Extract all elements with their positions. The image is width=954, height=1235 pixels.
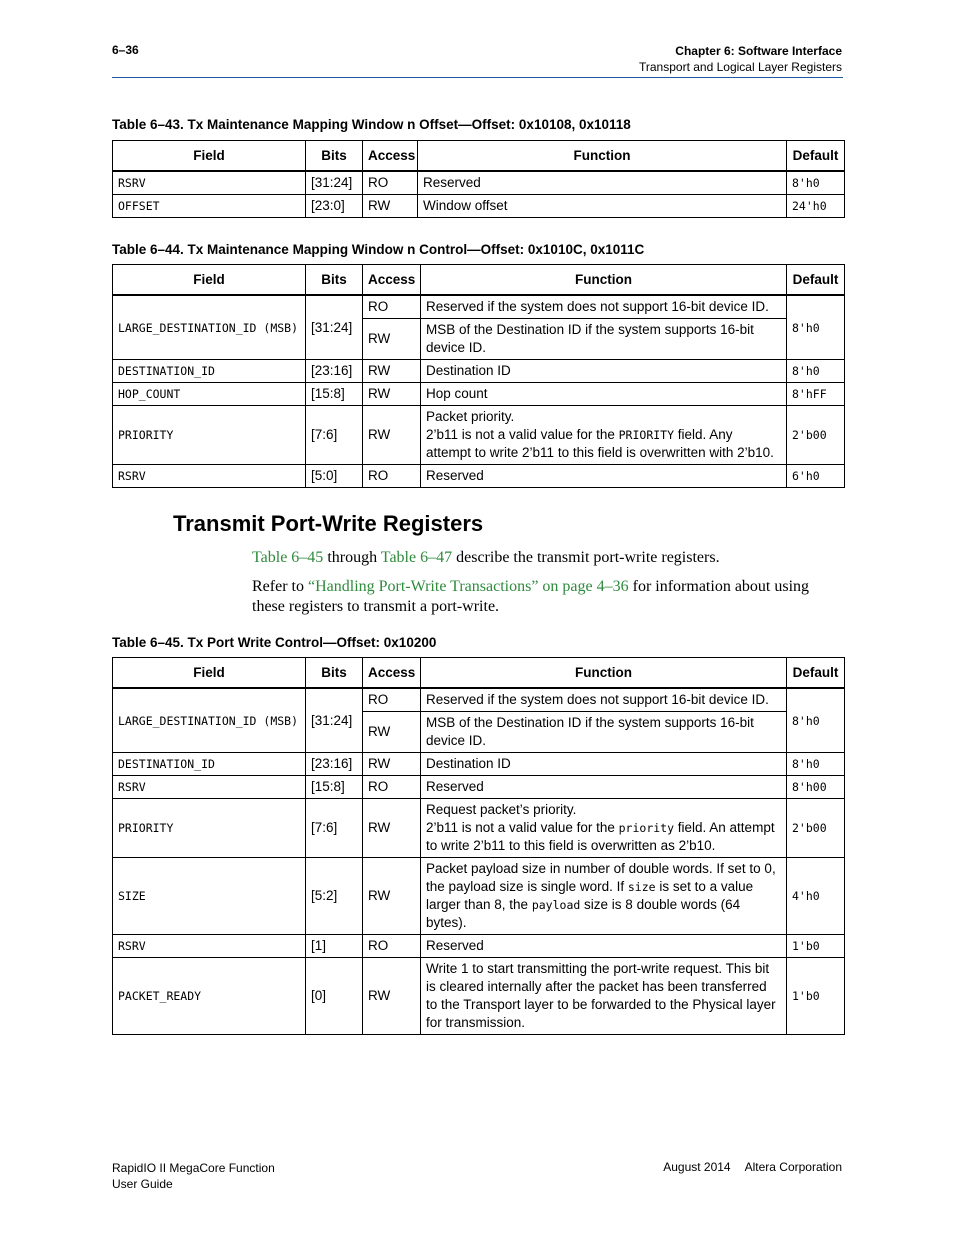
table-6-43 bbox=[112, 140, 845, 218]
col-function: Function bbox=[418, 141, 787, 172]
default-cell: 8'h0 bbox=[787, 688, 845, 753]
access-cell: RO bbox=[363, 465, 421, 488]
table-6-45-link[interactable]: Table 6–45 bbox=[252, 549, 324, 566]
field-cell: RSRV bbox=[113, 776, 306, 799]
table-row bbox=[113, 383, 845, 406]
function-cell: Reserved if the system does not support 16-bit device ID. bbox=[421, 688, 787, 712]
function-cell: Reserved bbox=[421, 776, 787, 799]
col-access: Access bbox=[363, 265, 421, 296]
table-6-44-caption: Table 6–44. Tx Maintenance Mapping Window n Control—Offset: 0x1010C, 0x1011C bbox=[112, 242, 645, 257]
handling-port-write-link[interactable]: “Handling Port-Write Transactions” on page 4–36 bbox=[307, 578, 629, 595]
function-cell bbox=[421, 858, 787, 935]
default-cell: 8'hFF bbox=[787, 383, 845, 406]
col-bits: Bits bbox=[306, 265, 363, 296]
col-function: Function bbox=[421, 658, 787, 689]
function-cell: Window offset bbox=[418, 195, 787, 218]
page-number: 6–36 bbox=[112, 43, 139, 57]
access-cell: RO bbox=[363, 295, 421, 319]
bits-cell: [23:16] bbox=[306, 360, 363, 383]
table-row bbox=[113, 688, 845, 712]
text-span: field. An attempt to write 2’b11 to this field is overwritten as 2’b10. bbox=[426, 820, 775, 853]
function-cell bbox=[421, 406, 787, 465]
field-cell: PRIORITY bbox=[113, 406, 306, 465]
col-access: Access bbox=[363, 141, 418, 172]
product-name: RapidIO II MegaCore Function bbox=[112, 1161, 275, 1175]
table-row bbox=[113, 776, 845, 799]
text-span: size is 8 double words (64 bytes). bbox=[426, 897, 741, 930]
footer-right bbox=[649, 1160, 842, 1174]
text-span: through bbox=[323, 549, 381, 566]
bits-cell: [23:16] bbox=[306, 753, 363, 776]
field-cell: RSRV bbox=[113, 171, 306, 195]
access-cell: RO bbox=[363, 171, 418, 195]
text-span: field. Any attempt to write 2’b11 to this field is overwritten with 2’b10. bbox=[426, 427, 774, 460]
col-field: Field bbox=[113, 141, 306, 172]
default-cell: 24'h0 bbox=[787, 195, 845, 218]
field-cell: PACKET_READY bbox=[113, 958, 306, 1035]
bits-cell: [15:8] bbox=[306, 383, 363, 406]
default-cell: 2'b00 bbox=[787, 799, 845, 858]
text-span: Refer to bbox=[252, 578, 308, 595]
publish-date: August 2014 bbox=[663, 1160, 731, 1174]
bits-cell: [7:6] bbox=[306, 406, 363, 465]
function-cell: Reserved if the system does not support 16-bit device ID. bbox=[421, 295, 787, 319]
code-span: PRIORITY bbox=[618, 428, 675, 442]
access-cell: RO bbox=[363, 776, 421, 799]
function-cell: MSB of the Destination ID if the system supports 16-bit device ID. bbox=[421, 712, 787, 753]
col-function: Function bbox=[421, 265, 787, 296]
field-cell: RSRV bbox=[113, 935, 306, 958]
default-cell: 8'h0 bbox=[787, 360, 845, 383]
col-field: Field bbox=[113, 658, 306, 689]
field-cell: PRIORITY bbox=[113, 799, 306, 858]
bits-cell: [5:0] bbox=[306, 465, 363, 488]
function-cell bbox=[421, 799, 787, 858]
code-span: payload bbox=[531, 898, 581, 912]
table-row bbox=[113, 799, 845, 858]
access-cell: RW bbox=[363, 799, 421, 858]
function-line: Request packet’s priority. bbox=[426, 802, 577, 817]
text-span: for information about using these registers to transmit a port-write. bbox=[252, 578, 810, 615]
col-default: Default bbox=[787, 265, 845, 296]
function-text bbox=[426, 819, 781, 855]
paragraph bbox=[252, 577, 822, 617]
function-cell: Reserved bbox=[418, 171, 787, 195]
access-cell: RW bbox=[363, 858, 421, 935]
table-row bbox=[113, 935, 845, 958]
access-cell: RW bbox=[363, 319, 421, 360]
default-cell: 8'h0 bbox=[787, 753, 845, 776]
footer-left bbox=[112, 1160, 275, 1192]
col-access: Access bbox=[363, 658, 421, 689]
bits-cell: [1] bbox=[306, 935, 363, 958]
function-line: Packet priority. bbox=[426, 409, 515, 424]
section-title: Transmit Port-Write Registers bbox=[173, 511, 484, 536]
running-header bbox=[639, 43, 842, 75]
function-cell: MSB of the Destination ID if the system supports 16-bit device ID. bbox=[421, 319, 787, 360]
table-header-row bbox=[113, 141, 845, 172]
section-name: Transport and Logical Layer Registers bbox=[639, 60, 842, 74]
col-default: Default bbox=[787, 658, 845, 689]
default-cell: 8'h0 bbox=[787, 295, 845, 360]
field-cell: SIZE bbox=[113, 858, 306, 935]
access-cell: RW bbox=[363, 383, 421, 406]
table-6-44 bbox=[112, 264, 845, 488]
function-cell: Write 1 to start transmitting the port-write request. This bit is cleared internally after the packet has been transferred to the Transport layer to be forwarded to the Physical layer for transmission. bbox=[421, 958, 787, 1035]
table-6-45-caption: Table 6–45. Tx Port Write Control—Offset: 0x10200 bbox=[112, 635, 437, 650]
table-row bbox=[113, 195, 845, 218]
default-cell: 4'h0 bbox=[787, 858, 845, 935]
function-cell: Destination ID bbox=[421, 753, 787, 776]
default-cell: 6'h0 bbox=[787, 465, 845, 488]
col-default: Default bbox=[787, 141, 845, 172]
text-span: Packet payload size in number of double words. If set to 0, the payload size is single word. If bbox=[426, 861, 776, 894]
bits-cell: [0] bbox=[306, 958, 363, 1035]
chapter-title: Chapter 6: Software Interface bbox=[675, 44, 842, 58]
table-6-47-link[interactable]: Table 6–47 bbox=[380, 549, 453, 566]
function-cell: Hop count bbox=[421, 383, 787, 406]
table-header-row bbox=[113, 658, 845, 689]
field-cell: OFFSET bbox=[113, 195, 306, 218]
text-span: 2’b11 is not a valid value for the bbox=[426, 820, 619, 835]
text-span: describe the transmit port-write registers. bbox=[452, 549, 720, 566]
access-cell: RW bbox=[363, 360, 421, 383]
table-row bbox=[113, 753, 845, 776]
table-row bbox=[113, 406, 845, 465]
bits-cell: [31:24] bbox=[306, 295, 363, 360]
bits-cell: [7:6] bbox=[306, 799, 363, 858]
field-cell: DESTINATION_ID bbox=[113, 753, 306, 776]
table-row bbox=[113, 171, 845, 195]
access-cell: RW bbox=[363, 406, 421, 465]
col-field: Field bbox=[113, 265, 306, 296]
text-span: is set to a value larger than 8, the bbox=[426, 879, 754, 912]
default-cell: 8'h0 bbox=[787, 171, 845, 195]
access-cell: RW bbox=[363, 195, 418, 218]
field-cell: DESTINATION_ID bbox=[113, 360, 306, 383]
header-rule bbox=[112, 77, 843, 78]
bits-cell: [23:0] bbox=[306, 195, 363, 218]
default-cell: 1'b0 bbox=[787, 935, 845, 958]
function-text bbox=[426, 426, 781, 462]
table-row bbox=[113, 465, 845, 488]
access-cell: RW bbox=[363, 712, 421, 753]
table-row bbox=[113, 360, 845, 383]
table-row bbox=[113, 958, 845, 1035]
col-bits: Bits bbox=[306, 658, 363, 689]
text-span: 2’b11 is not a valid value for the bbox=[426, 427, 619, 442]
bits-cell: [31:24] bbox=[306, 688, 363, 753]
function-cell: Reserved bbox=[421, 935, 787, 958]
field-cell: RSRV bbox=[113, 465, 306, 488]
field-cell: LARGE_DESTINATION_ID (MSB) bbox=[113, 295, 306, 360]
default-cell: 8'h00 bbox=[787, 776, 845, 799]
paragraph bbox=[252, 548, 822, 568]
access-cell: RW bbox=[363, 753, 421, 776]
guide-name: User Guide bbox=[112, 1177, 173, 1191]
code-span: priority bbox=[618, 821, 675, 835]
bits-cell: [15:8] bbox=[306, 776, 363, 799]
access-cell: RO bbox=[363, 688, 421, 712]
field-cell: LARGE_DESTINATION_ID (MSB) bbox=[113, 688, 306, 753]
col-bits: Bits bbox=[306, 141, 363, 172]
company-name: Altera Corporation bbox=[744, 1160, 842, 1174]
field-cell: HOP_COUNT bbox=[113, 383, 306, 406]
table-row bbox=[113, 858, 845, 935]
access-cell: RO bbox=[363, 935, 421, 958]
table-header-row bbox=[113, 265, 845, 296]
table-6-43-caption: Table 6–43. Tx Maintenance Mapping Window n Offset—Offset: 0x10108, 0x10118 bbox=[112, 117, 631, 132]
table-6-45 bbox=[112, 657, 845, 1035]
code-span: size bbox=[627, 880, 656, 894]
access-cell: RW bbox=[363, 958, 421, 1035]
default-cell: 1'b0 bbox=[787, 958, 845, 1035]
function-cell: Reserved bbox=[421, 465, 787, 488]
function-cell: Destination ID bbox=[421, 360, 787, 383]
default-cell: 2'b00 bbox=[787, 406, 845, 465]
bits-cell: [31:24] bbox=[306, 171, 363, 195]
table-row bbox=[113, 295, 845, 319]
bits-cell: [5:2] bbox=[306, 858, 363, 935]
